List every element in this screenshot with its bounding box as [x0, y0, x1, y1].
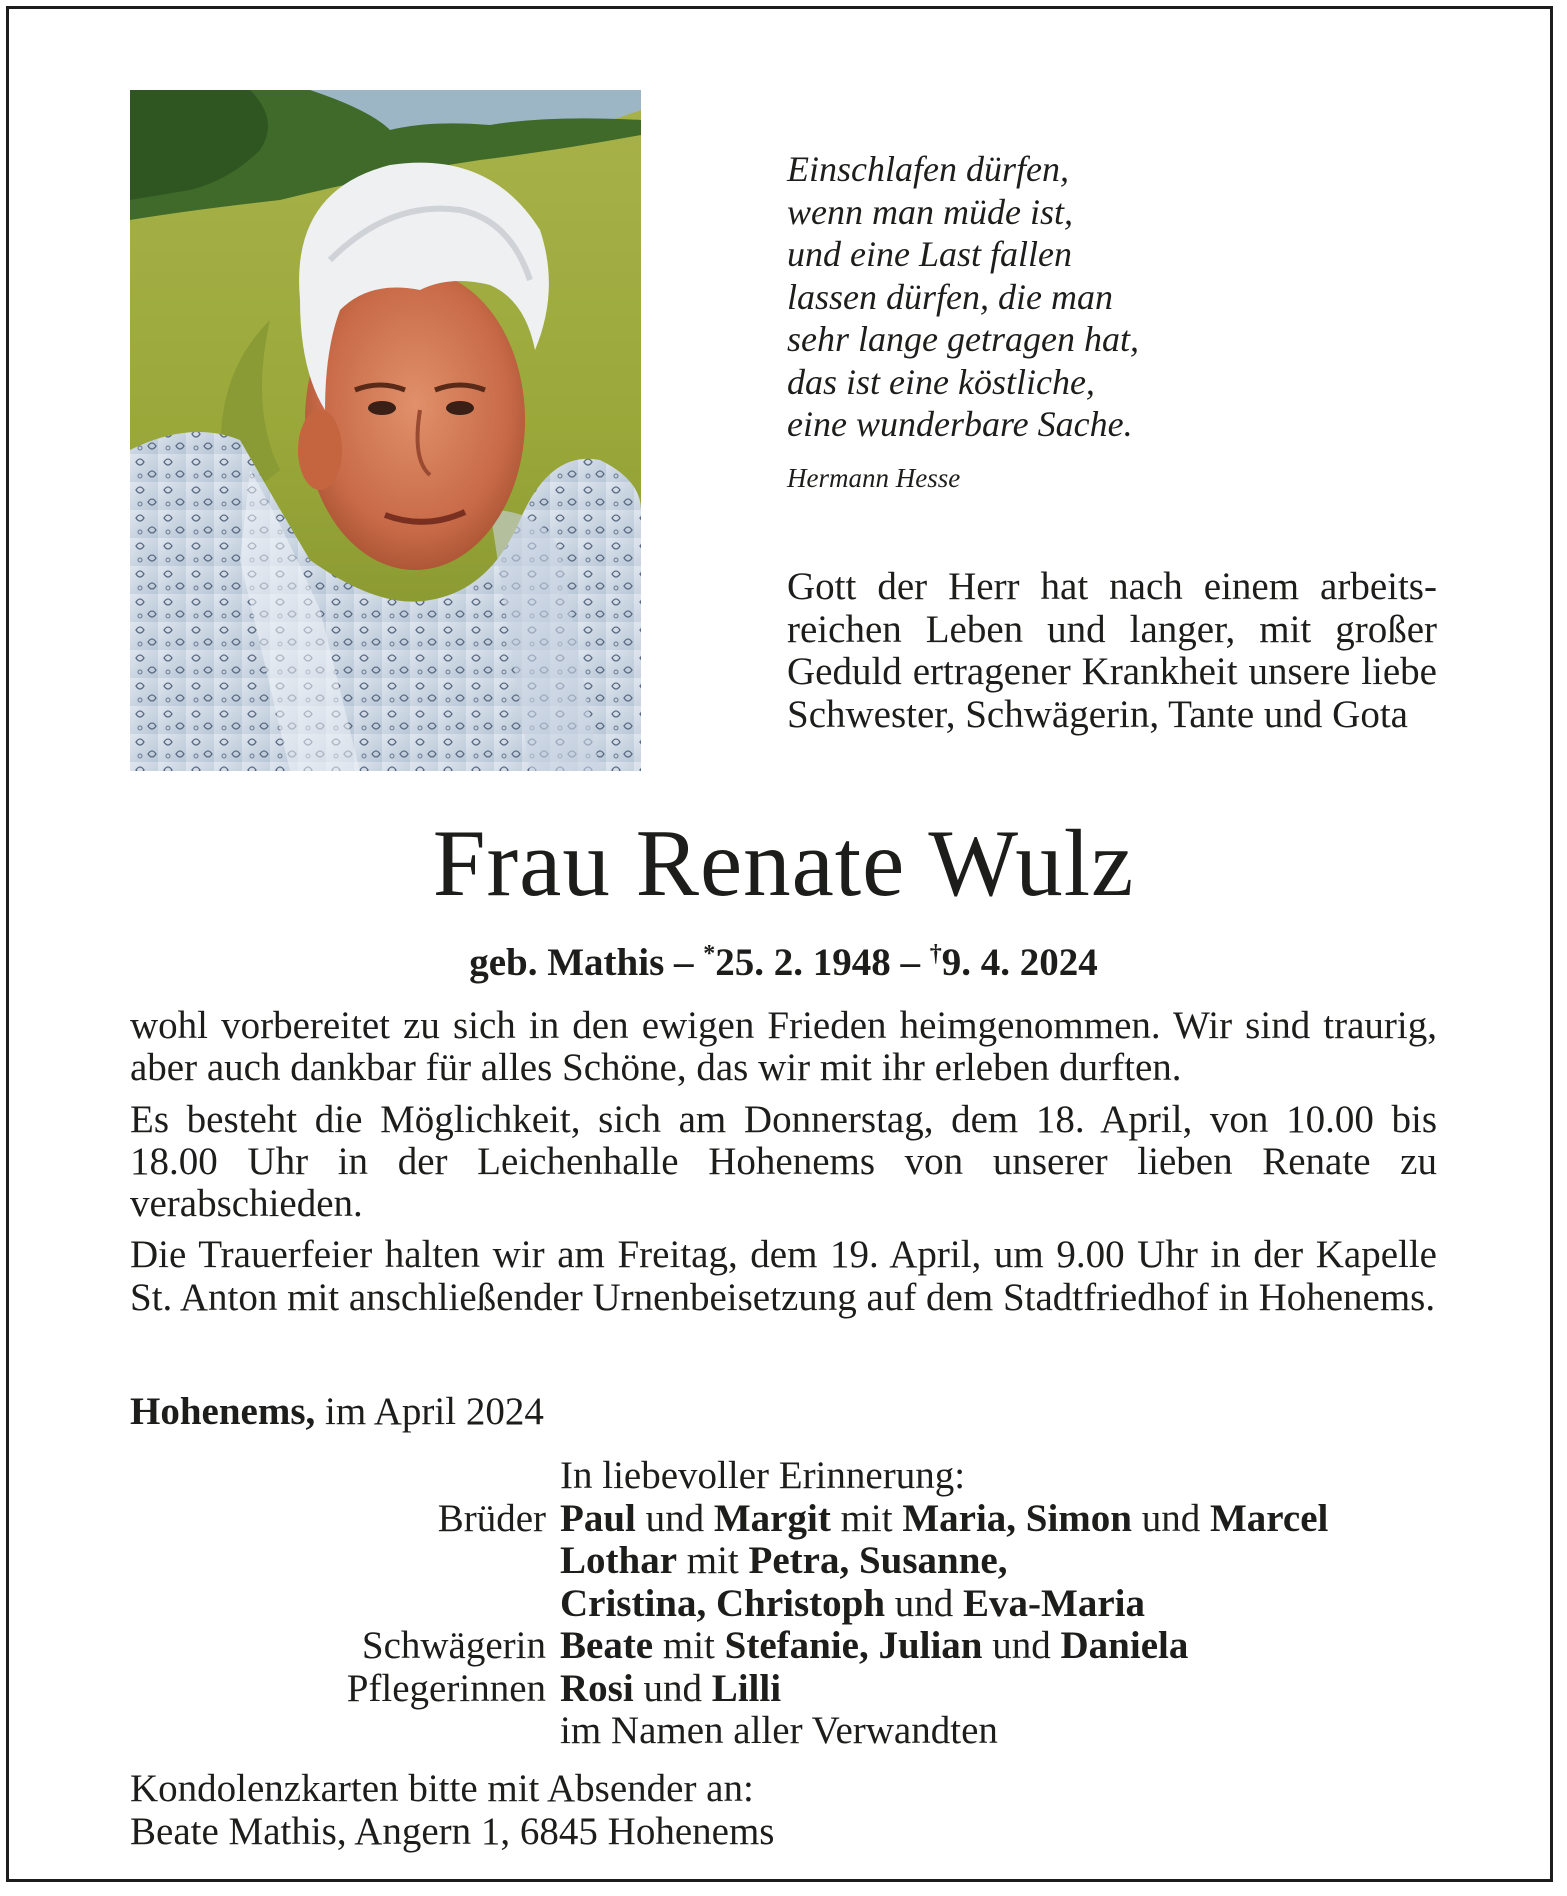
birth-symbol: * — [703, 941, 716, 967]
connector-text: und — [633, 1666, 712, 1710]
mourner-name: Rosi — [560, 1666, 634, 1710]
mourner-role — [130, 1540, 560, 1583]
mourner-names — [560, 1540, 1007, 1583]
paragraph: wohl vorbereitet zu sich in den ewigen Frieden heimgenommen. Wir sind traurig, aber auch dankbar für alles Schöne, das wir mit ihr erleben durften. — [130, 1004, 1437, 1090]
intro-text: Gott der Herr hat nach einem arbeitsreichen Leben und langer, mit großer Geduld ertragener Krankheit unsere liebe Schwester, Schwägerin, Tante und Gota — [787, 565, 1437, 736]
poem-line: sehr lange getragen hat, — [787, 319, 1139, 359]
mourners-list — [130, 1455, 1450, 1753]
connector-text: im Namen aller Verwandten — [560, 1709, 998, 1752]
mourner-name: Lothar — [560, 1539, 677, 1582]
poem-line: das ist eine köstliche, — [787, 361, 1095, 402]
separator: – — [674, 941, 694, 984]
mourner-role: Pflegerinnen — [346, 1666, 546, 1710]
mourner-role — [130, 1710, 560, 1753]
paragraph: Die Trauerfeier halten wir am Freitag, dem 19. April, um 9.00 Uhr in der Kapelle St. Anton mit anschließender Urnenbeisetzung auf dem Stadtfriedhof in Hohenems. — [130, 1233, 1437, 1319]
poem-line: lassen dürfen, die man — [787, 276, 1113, 317]
birth-date: 25. 2. 1948 — [715, 941, 891, 984]
mourner-name: Maria, Simon — [902, 1496, 1132, 1540]
separator: – — [900, 941, 920, 984]
mourner-role — [130, 1583, 560, 1626]
paragraph: Es besteht die Möglichkeit, sich am Donnerstag, dem 18. April, von 10.00 bis 18.00 Uhr in der Leichenhalle Hohenems von unserer lieben Renate zu verabschieden. — [130, 1097, 1437, 1226]
mourner-row — [130, 1668, 1450, 1711]
mourner-name: Daniela — [1060, 1624, 1189, 1667]
mourner-name: Margit — [713, 1496, 831, 1540]
mourner-names — [560, 1625, 1188, 1668]
mourner-role: Brüder — [437, 1496, 546, 1540]
mourner-names — [560, 1583, 1145, 1626]
connector-text: und — [1132, 1496, 1210, 1540]
connector-text: und — [885, 1581, 964, 1625]
poem-line: und eine Last fallen — [787, 234, 1072, 274]
condolence-address — [130, 1768, 1030, 1853]
mourner-names — [560, 1668, 781, 1711]
poem-line: wenn man müde ist, — [787, 191, 1073, 232]
poem-line: eine wunderbare Sache. — [787, 404, 1133, 444]
life-dates — [0, 931, 1567, 986]
death-date: 9. 4. 2024 — [941, 941, 1098, 984]
date: im April 2024 — [325, 1390, 544, 1433]
connector-text: und — [635, 1496, 714, 1540]
mourners-heading-row — [130, 1455, 1450, 1498]
connector-text: und — [982, 1624, 1061, 1667]
birth-name: geb. Mathis — [469, 941, 665, 984]
place-date — [130, 1390, 544, 1434]
connector-text: mit — [677, 1539, 749, 1582]
place: Hohenems, — [130, 1390, 316, 1433]
mourner-names — [560, 1710, 998, 1753]
mourner-name: Beate — [560, 1624, 654, 1667]
mourner-role: Schwägerin — [361, 1624, 546, 1667]
mourner-row — [130, 1540, 1450, 1583]
poem-line: Einschlafen dürfen, — [787, 149, 1069, 189]
mourner-name: Stefanie, Julian — [724, 1624, 983, 1667]
mourner-row — [130, 1710, 1450, 1753]
mourner-name: Eva-Maria — [963, 1581, 1146, 1625]
mourner-names — [560, 1498, 1328, 1541]
connector-text: mit — [830, 1496, 903, 1540]
deceased-name: Frau Renate Wulz — [432, 810, 1135, 916]
death-symbol: † — [929, 941, 942, 967]
portrait-photo — [130, 90, 641, 771]
mourner-name: Marcel — [1210, 1496, 1329, 1540]
mourner-name: Cristina, Christoph — [560, 1581, 886, 1625]
mourner-name: Paul — [560, 1496, 636, 1540]
connector-text: mit — [653, 1624, 725, 1667]
mourner-name: Lilli — [711, 1666, 782, 1710]
address-line: Kondolenzkarten bitte mit Absender an: — [130, 1767, 754, 1810]
announcement-body — [130, 1005, 1437, 1328]
mourners-heading: In liebevoller Erinnerung: — [560, 1454, 966, 1497]
mourner-name: Petra, Susanne, — [748, 1539, 1008, 1582]
poem-quote — [787, 148, 1437, 494]
mourner-row — [130, 1625, 1450, 1668]
mourner-row — [130, 1498, 1450, 1541]
mourner-row — [130, 1583, 1450, 1626]
poem-author: Hermann Hesse — [787, 462, 961, 493]
address-line: Beate Mathis, Angern 1, 6845 Hohenems — [130, 1809, 775, 1853]
